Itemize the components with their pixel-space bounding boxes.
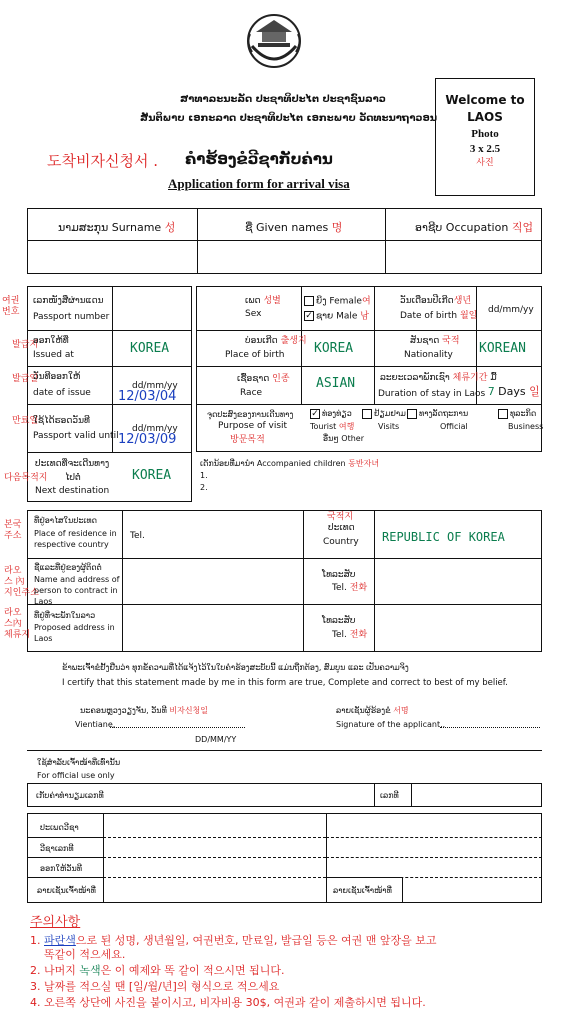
proposed-label: Proposed address in Laos xyxy=(34,623,115,643)
contact-label: Name and address of person to contract in Laos xyxy=(34,575,120,606)
passport-number-field[interactable] xyxy=(113,287,191,329)
purpose-lao: ຈຸດປະສົງຂອງການເດີນທາງ xyxy=(207,410,294,419)
date-of-issue-value[interactable]: 12/03/04 xyxy=(118,389,177,404)
residence-kr: 본국 주소 xyxy=(4,520,22,541)
date-line[interactable] xyxy=(110,727,245,728)
country-label: Country xyxy=(323,537,359,547)
issued-at-label: Issued at xyxy=(33,350,74,360)
notes-title: 주의사항 xyxy=(30,915,81,930)
lao-national-line2: ສັນຕິພາບ ເອກະລາດ ປະຊາທິປະໄຕ ເອກະພາບ ວັດທະນາຖາວອນ xyxy=(140,113,438,124)
vientiane-label: Vientiane, xyxy=(75,720,116,729)
date-of-issue-format: dd/mm/yy xyxy=(132,381,178,391)
contact-tel-label: Tel. 전화 xyxy=(332,583,368,593)
business-option[interactable]: ທຸລະກິດ xyxy=(498,408,536,419)
visa-number-label: ວີຊາເລກທີ xyxy=(40,844,74,853)
signature-label: Signature of the applicant.. xyxy=(336,720,446,729)
purpose-kr: 방문목적 xyxy=(230,435,265,445)
passport-number-kr: 여권 번호 xyxy=(2,296,20,317)
contact-tel-field[interactable] xyxy=(375,559,541,603)
purpose-label: Purpose of visit xyxy=(218,421,288,431)
korean-form-title: 도착비자신청서 . xyxy=(47,152,158,170)
residence-lao: ທີ່ຢູ່ອາໄສໃນປະເທດ xyxy=(34,516,97,525)
contact-lao: ຊື່ແລະທີ່ຢູ່ຂອງຜູ້ຕິດຕໍ່ xyxy=(34,563,102,572)
lao-form-title: ຄຳຮ້ອງຂໍວີຊາກັບຄ່ານ xyxy=(185,150,333,168)
pob-label: ບ່ອນເກີດ 출생지 xyxy=(245,336,307,346)
proposed-tel-lao: ໂທລະສັບ xyxy=(322,616,356,626)
given-names-label: ຊື່ Given names 명 xyxy=(245,221,343,234)
declaration-english: I certify that this statement made by me in this form are true, Complete and correct to best of my belief. xyxy=(62,678,508,688)
note-1-cont: 똑같이 적으세요. xyxy=(44,948,126,961)
dob-format[interactable]: dd/mm/yy xyxy=(488,305,534,315)
occupation-label: ອາຊີບ Occupation 직업 xyxy=(415,221,534,234)
declaration-lao: ຂ້າພະເຈົ້າຂໍຢັ້ງຢືນວ່າ ທຸກຂໍ້ຄວາມທີ່ໄດ້ແຈ້ງໄວ້ໃນໃບຄຳຮ້ອງສະບັບນີ້ ແມ່ນຖືກຕ້ອງ, ສົມບູນ ແລະ ເປັນຄວາມຈິງ xyxy=(62,663,409,672)
tourist-label: Tourist 여행 xyxy=(310,422,355,431)
female-checkbox[interactable] xyxy=(304,296,314,306)
photo-label: Photo xyxy=(471,128,499,140)
date-format: DD/MM/YY xyxy=(195,735,237,744)
race-value[interactable]: ASIAN xyxy=(316,376,356,391)
sex-label: ເພດ 성별 xyxy=(245,296,281,306)
issued-at-value[interactable]: KOREA xyxy=(130,341,170,356)
occupation-field[interactable] xyxy=(386,241,541,273)
next-destination-lao2: ໄປຕໍ່ xyxy=(65,473,81,483)
business-checkbox[interactable] xyxy=(498,409,508,419)
official-use-lao: ໃຊ້ສຳລັບເຈົ້າໜ້າທີ່ເທົ່ານັ້ນ xyxy=(37,758,121,767)
residence-label: Place of residence in respective country xyxy=(34,529,117,549)
issue-date-label: ອອກໃຫ້ວັນທີ xyxy=(40,864,82,873)
issued-at-kr: 발급지 xyxy=(12,340,39,350)
country-lao: ປະເທດ xyxy=(328,523,355,533)
date-of-issue-label: date of issue xyxy=(33,388,91,398)
valid-until-lao: ໃຊ້ໄດ້ຮອດວັນທີ xyxy=(33,416,90,426)
date-of-issue-lao: ວັນທີອອກໃຫ້ xyxy=(33,372,81,382)
contact-kr: 라오 스 內 지인주소 xyxy=(4,566,39,598)
pob-value[interactable]: KOREA xyxy=(314,341,354,356)
nationality-value[interactable]: KOREAN xyxy=(479,341,526,356)
visits-label: Visits xyxy=(378,422,400,431)
issued-at-lao: ອອກໃຫ້ທີ່ xyxy=(33,336,69,346)
next-destination-label: Next destination xyxy=(35,486,110,496)
photo-laos: LAOS xyxy=(467,110,503,124)
nationality-label-en: Nationality xyxy=(404,350,453,360)
official-use-label: For official use only xyxy=(37,771,115,780)
signature-line[interactable] xyxy=(440,727,540,728)
photo-korean: 사진 xyxy=(476,158,494,168)
business-label: Business xyxy=(508,422,544,431)
official-label: Official xyxy=(440,422,468,431)
valid-until-kr: 만료일 xyxy=(12,416,39,426)
duration-label: ລະຍະເວລາພັກເຊົາ 체류기간 ມື້ xyxy=(380,373,497,383)
male-checkbox[interactable]: ✓ xyxy=(305,311,313,321)
tourist-option[interactable]: ✓ ທ່ອງທ່ຽວ xyxy=(311,408,352,419)
fee-label: ເກັບຄ່າທຳນຽມເລກທີ xyxy=(36,791,104,800)
female-option[interactable]: ຍິງ Female여 xyxy=(304,296,371,308)
official-option[interactable]: ທາງລັດຖະການ xyxy=(407,408,468,419)
contact-tel-lao: ໂທລະສັບ xyxy=(322,570,356,580)
official-table xyxy=(27,813,542,903)
race-label: ເຊື້ອຊາດ 인종 xyxy=(237,374,290,384)
dob-label: ວັນເດືອນປີເກີດ생년 xyxy=(400,296,472,306)
residence-field[interactable] xyxy=(123,511,302,557)
passport-number-lao: ເລກໜັງສືຜ່ານແດນ xyxy=(33,296,104,306)
valid-until-label: Passport valid until xyxy=(33,431,119,441)
valid-until-format: dd/mm/yy xyxy=(132,424,178,434)
race-label-en: Race xyxy=(240,388,263,398)
children-item-1[interactable]: 1. xyxy=(200,471,208,480)
passport-number-label: Passport number xyxy=(33,312,110,322)
visits-checkbox[interactable] xyxy=(362,409,372,419)
officer-signature-label-2: ລາຍເຊັນເຈົ້າໜ້າທີ່ xyxy=(333,886,392,895)
officer-signature-label: ລາຍເຊັນເຈົ້າໜ້າທີ່ xyxy=(37,886,96,895)
children-item-2[interactable]: 2. xyxy=(200,483,208,492)
given-names-field[interactable] xyxy=(198,241,384,273)
other-option[interactable]: ອື່ນໆ Other xyxy=(323,434,364,443)
country-value[interactable]: REPUBLIC OF KOREA xyxy=(382,530,505,544)
proposed-field[interactable] xyxy=(123,605,302,651)
valid-until-value[interactable]: 12/03/09 xyxy=(118,432,177,447)
photo-box xyxy=(435,78,535,196)
male-option[interactable]: ✓ ຊາຍ Male 남 xyxy=(305,311,369,322)
surname-field[interactable] xyxy=(28,241,196,273)
official-checkbox[interactable] xyxy=(407,409,417,419)
date-of-issue-kr: 발급일 xyxy=(12,374,39,384)
sex-label-en: Sex xyxy=(245,309,262,319)
next-destination-value[interactable]: KOREA xyxy=(132,468,172,483)
laos-emblem-logo xyxy=(242,12,306,70)
country-kr: 국적지 xyxy=(327,512,354,522)
children-label: ເດັກນ້ອຍທີ່ມານຳ Accompanied children 동반자녀 xyxy=(200,459,380,468)
nationality-label: ສັນຊາດ 국적 xyxy=(410,336,460,346)
visa-type-label: ປະເພດວີຊາ xyxy=(40,823,79,832)
signature-lao: ລາຍເຊັນຜູ້ຮ້ອງຂໍ 서명 xyxy=(336,706,409,715)
duration-label-en: Duration of stay in Laos xyxy=(378,389,486,399)
residence-tel: Tel. xyxy=(130,531,145,541)
receipt-no-label: ເລກທີ xyxy=(380,791,399,800)
proposed-kr: 라오 스內 체류지 xyxy=(4,608,31,640)
note-4: 4. 오른쪽 상단에 사진을 붙이시고, 비자비용 30$, 여권과 같이 제출하시면 됩니다. xyxy=(30,996,426,1009)
tourist-checkbox[interactable]: ✓ xyxy=(311,408,319,419)
pob-label-en: Place of birth xyxy=(225,350,285,360)
proposed-tel-label: Tel. 전화 xyxy=(332,630,368,640)
contact-field[interactable] xyxy=(123,559,302,603)
vientiane-lao: ນະຄອນຫຼວງວຽງຈັນ, ວັນທີ 비자신청일 xyxy=(80,706,208,715)
note-1: 1. 파란색으로 된 성명, 생년월일, 여권번호, 만료일, 발급일 등은 여권 맨 앞장을 보고 xyxy=(30,934,437,947)
next-destination-lao: ປະເທດທີ່ຈະເດີນທາງ xyxy=(35,459,110,469)
dob-label-en: Date of birth 월일 xyxy=(400,311,478,321)
lao-national-line1: ສາທາລະນະລັດ ປະຊາທິປະໄຕ ປະຊາຊົນລາວ xyxy=(180,94,386,105)
surname-label: ນາມສະກຸນ Surname 성 xyxy=(58,221,176,234)
note-2: 2. 나머지 녹색은 이 예제와 똑 같이 적으시면 됩니다. xyxy=(30,964,285,977)
visits-option[interactable]: ຢ້ຽມຢາມ xyxy=(362,408,406,419)
english-form-title: Application form for arrival visa xyxy=(168,176,350,191)
note-3: 3. 날짜를 적으실 땐 [일/월/년]의 형식으로 적으세요 xyxy=(30,980,280,993)
next-destination-kr: 다음목적지 xyxy=(4,473,48,483)
proposed-lao: ທີ່ຢູ່ທີ່ຈະພັກໃນລາວ xyxy=(34,611,96,620)
fee-table xyxy=(27,783,542,807)
duration-value[interactable]: 7 Days 일 xyxy=(488,385,540,398)
photo-welcome: Welcome to xyxy=(445,93,525,107)
proposed-tel-field[interactable] xyxy=(375,605,541,651)
photo-size: 3 x 2.5 xyxy=(469,143,501,155)
